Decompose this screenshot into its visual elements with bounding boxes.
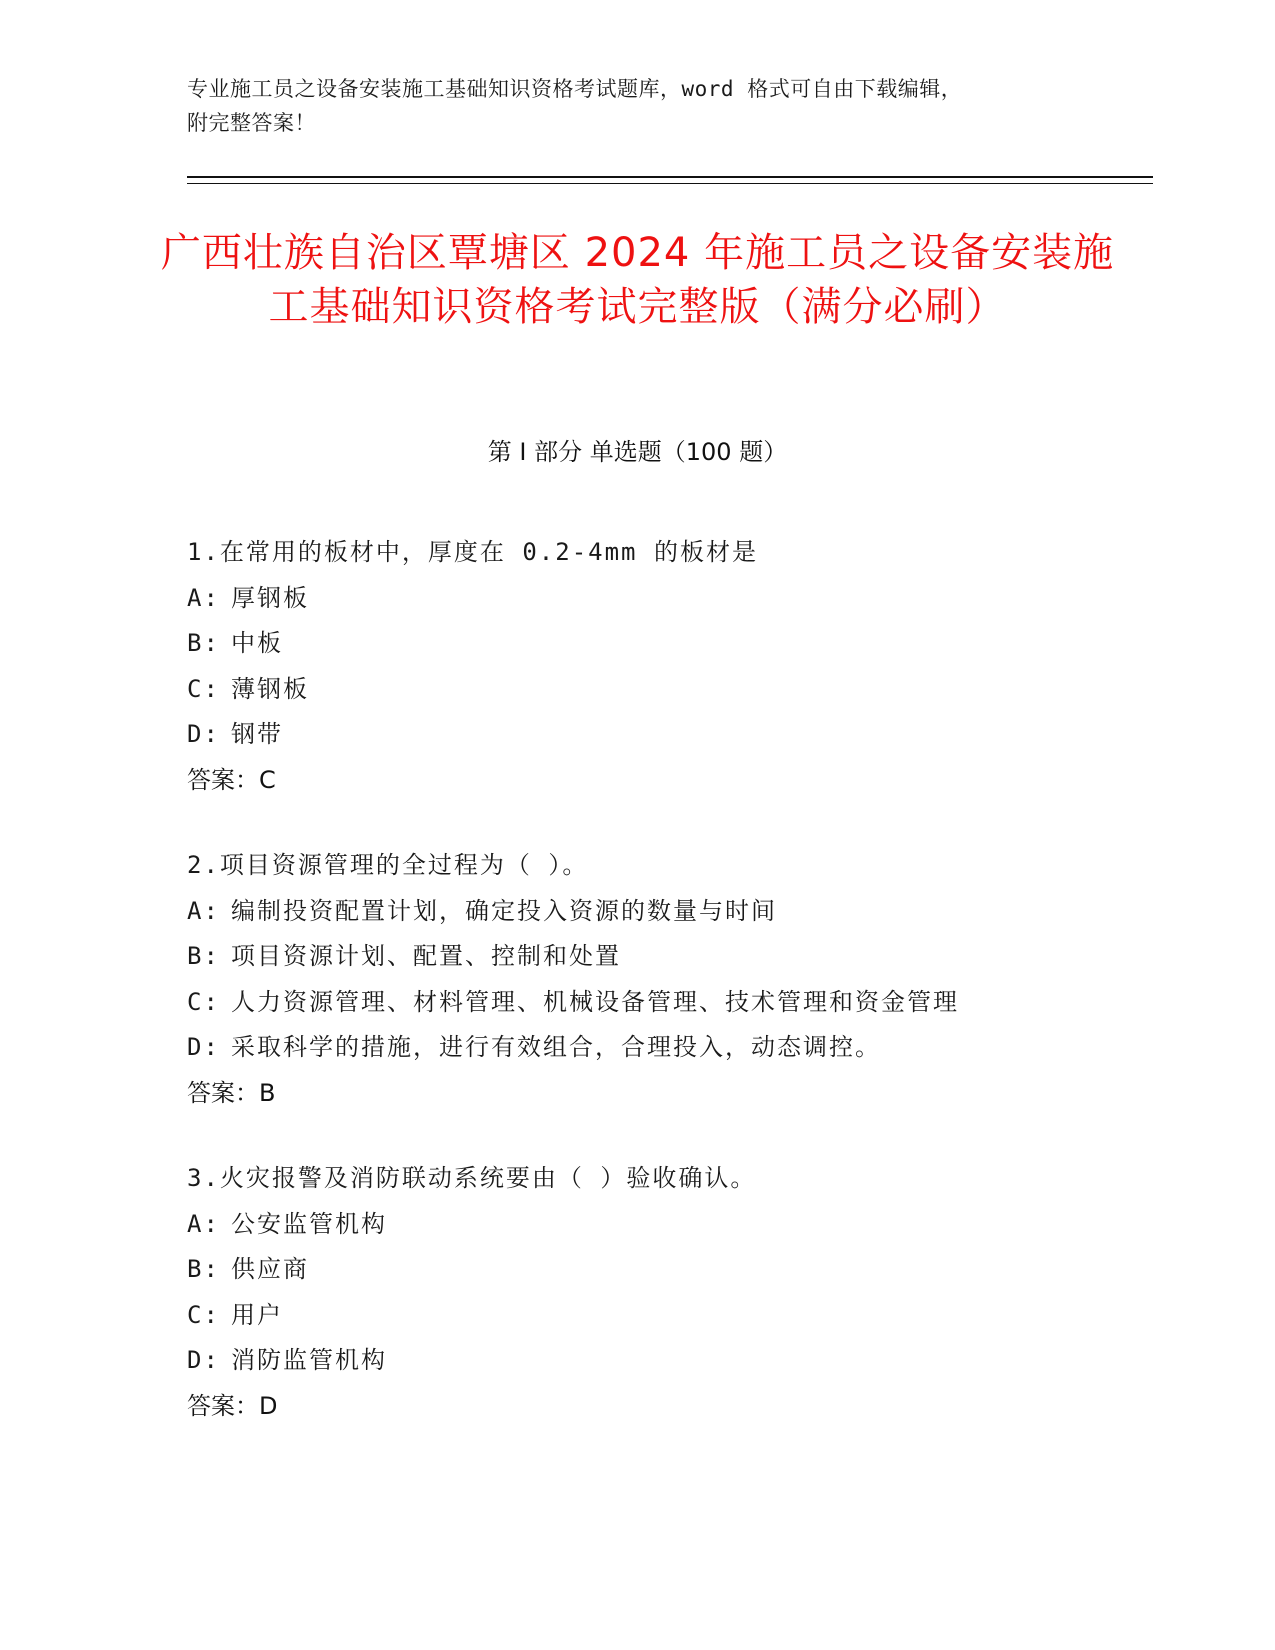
- option-letter: D:: [187, 1033, 220, 1061]
- header-rule-thick: [187, 176, 1153, 178]
- option-text: 项目资源计划、配置、控制和处置: [231, 942, 621, 970]
- option-text: 消防监管机构: [231, 1346, 387, 1374]
- option-d: [187, 712, 1147, 758]
- option-letter: D:: [187, 720, 220, 748]
- option-b: [187, 934, 1147, 980]
- question-2: [187, 843, 1147, 1116]
- option-letter: B:: [187, 1255, 220, 1283]
- option-a: [187, 889, 1147, 935]
- option-letter: C:: [187, 674, 220, 703]
- option-c: [187, 1293, 1147, 1339]
- option-text: 采取科学的措施，进行有效组合，合理投入，动态调控。: [231, 1033, 881, 1061]
- option-text: 薄钢板: [231, 674, 309, 703]
- option-letter: A:: [187, 896, 220, 925]
- question-list: [187, 530, 1147, 1469]
- option-d: [187, 1338, 1147, 1384]
- option-letter: C:: [187, 987, 220, 1016]
- option-text: 用户: [231, 1300, 283, 1329]
- option-letter: C:: [187, 1300, 220, 1329]
- option-letter: B:: [187, 942, 220, 970]
- option-text: 钢带: [231, 720, 283, 748]
- question-stem: 1.在常用的板材中，厚度在 0.2-4mm 的板材是: [187, 538, 758, 566]
- section-title: 第 I 部分 单选题（100 题）: [487, 438, 788, 466]
- option-a: [187, 1202, 1147, 1248]
- option-c: [187, 980, 1147, 1026]
- option-text: 编制投资配置计划，确定投入资源的数量与时间: [231, 896, 777, 925]
- option-text: 人力资源管理、材料管理、机械设备管理、技术管理和资金管理: [231, 987, 959, 1016]
- answer: 答案：C: [187, 765, 276, 794]
- question-1: [187, 530, 1147, 803]
- option-text: 厚钢板: [231, 583, 309, 612]
- answer: 答案：D: [187, 1391, 278, 1420]
- header-note: 专业施工员之设备安装施工基础知识资格考试题库，word 格式可自由下载编辑， 附完整答案！: [187, 77, 963, 135]
- option-a: [187, 576, 1147, 622]
- option-letter: D:: [187, 1346, 220, 1374]
- option-d: [187, 1025, 1147, 1071]
- option-letter: B:: [187, 629, 220, 657]
- option-letter: A:: [187, 1209, 220, 1238]
- option-b: [187, 621, 1147, 667]
- option-c: [187, 667, 1147, 713]
- question-3: [187, 1156, 1147, 1429]
- option-text: 供应商: [231, 1255, 309, 1283]
- option-b: [187, 1247, 1147, 1293]
- question-stem: 2.项目资源管理的全过程为（ ）。: [187, 851, 589, 879]
- header-rule-thin: [187, 183, 1153, 184]
- option-text: 中板: [231, 629, 283, 657]
- answer: 答案：B: [187, 1078, 276, 1107]
- document-title: 广西壮族自治区覃塘区 2024 年施工员之设备安装施工基础知识资格考试完整版（满分必刷）: [160, 230, 1115, 330]
- option-letter: A:: [187, 583, 220, 612]
- question-stem: 3.火灾报警及消防联动系统要由（ ）验收确认。: [187, 1164, 757, 1192]
- option-text: 公安监管机构: [231, 1209, 387, 1238]
